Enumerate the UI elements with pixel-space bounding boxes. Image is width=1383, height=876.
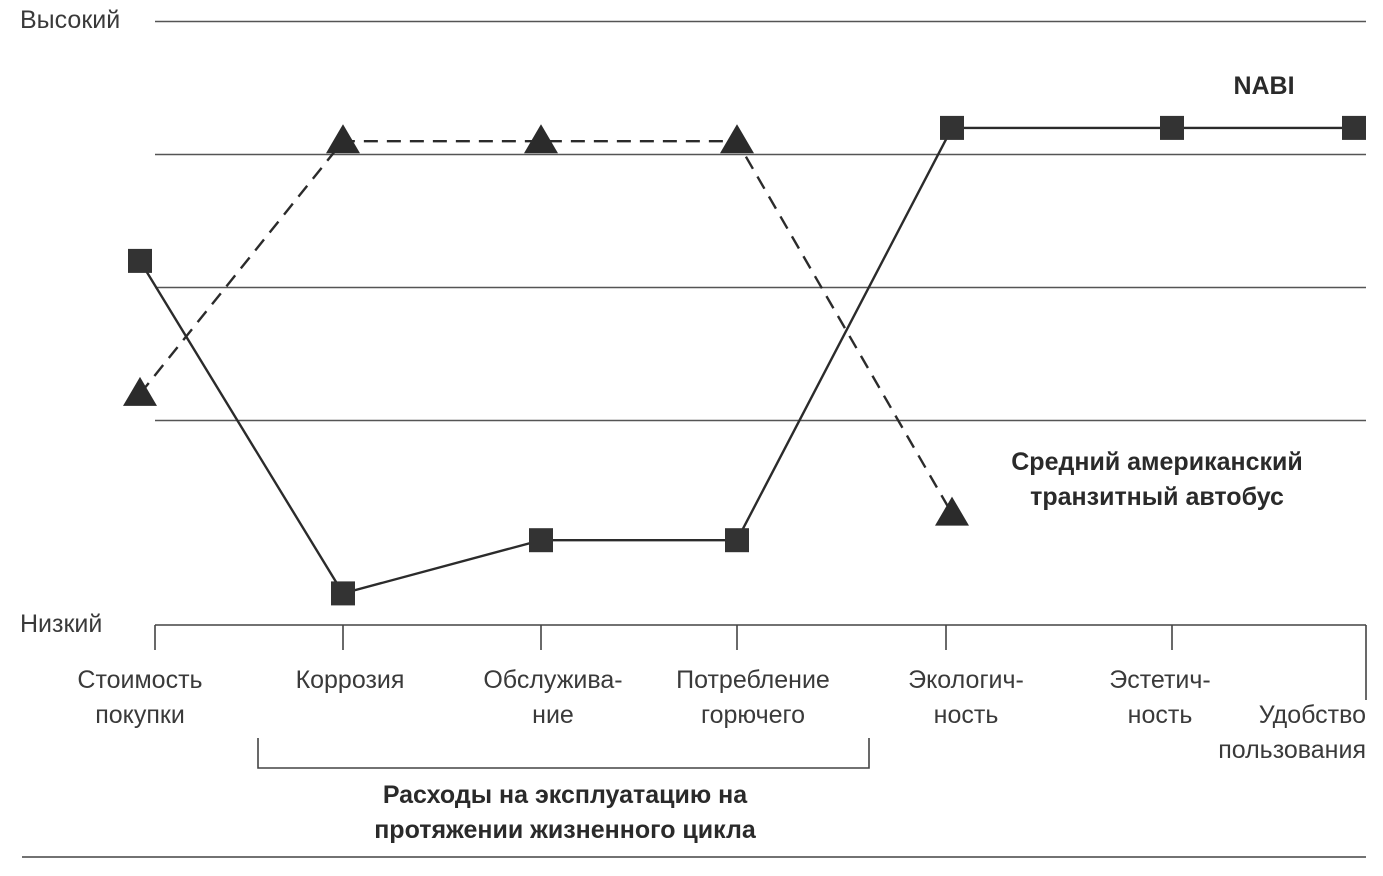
x-tick-label-1: Коррозия	[295, 666, 405, 694]
series-1-point-3	[720, 124, 754, 153]
series-lines	[140, 128, 1354, 594]
bracket-line	[258, 738, 869, 768]
x-tick-label-6: Удобство пользования	[1218, 701, 1366, 764]
y-axis-low-label: Низкий	[20, 610, 103, 638]
series-markers	[123, 116, 1366, 606]
series-0-point-6	[1342, 116, 1366, 140]
series-label-bus: Средний американский транзитный автобус	[1011, 448, 1303, 511]
x-tick-label-5: Эстетич-ность	[1109, 666, 1211, 729]
series-0-point-2	[529, 528, 553, 552]
x-tick-label-3: Потребление горючего	[676, 666, 830, 729]
series-1-point-2	[524, 124, 558, 153]
x-tick-label-2: Обслужива-ние	[483, 666, 623, 729]
series-1-point-1	[326, 124, 360, 153]
chart-labels	[20, 6, 1303, 844]
series-1-point-4	[935, 497, 969, 526]
x-tick-label-4: Экологич-ность	[908, 666, 1024, 729]
series-label-nabi: NABI	[1233, 72, 1295, 100]
y-axis-high-label: Высокий	[20, 6, 121, 34]
series-0-point-4	[940, 116, 964, 140]
grid-lines	[155, 22, 1366, 421]
series-0-point-1	[331, 581, 355, 605]
bracket-label: Расходы на эксплуатацию на протяжении жизненного цикла	[374, 781, 756, 844]
series-0-point-5	[1160, 116, 1184, 140]
x-tick-label-0: Стоимость покупки	[77, 666, 203, 729]
series-1-point-0	[123, 377, 157, 406]
series-0-point-3	[725, 528, 749, 552]
series-line-1	[140, 141, 952, 513]
series-line-0	[140, 128, 1354, 594]
series-0-point-0	[128, 249, 152, 273]
